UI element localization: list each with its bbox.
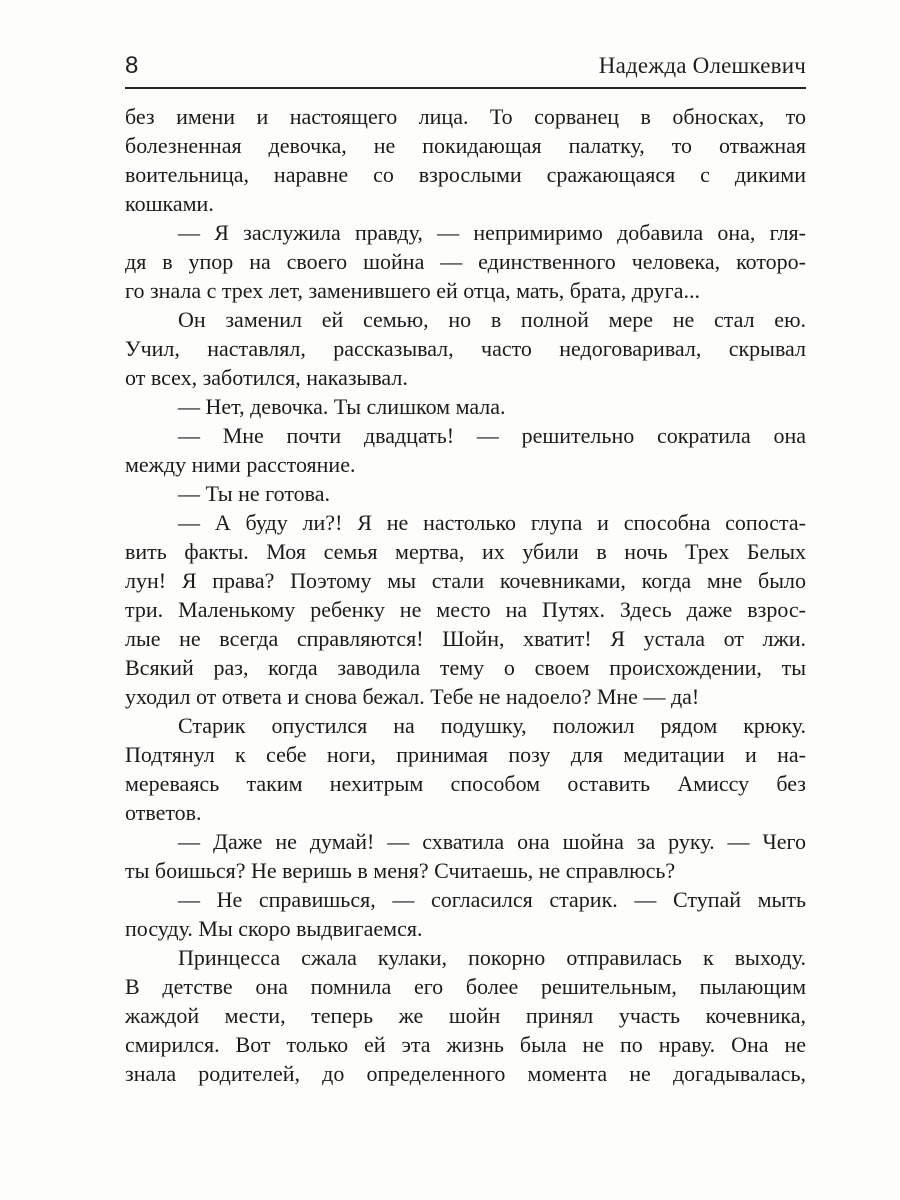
paragraph [125, 508, 806, 711]
text-line: — Я заслужила правду, — непримиримо добавила она, гля- [178, 220, 806, 245]
text-line: между ними расстояние. [125, 452, 356, 477]
paragraph [125, 885, 806, 943]
text-line: воительница, наравне со взрослыми сражающаяся с дикими [125, 162, 806, 187]
text-line: лые не всегда справляются! Шойн, хватит! Я устала от лжи. [125, 626, 806, 651]
paragraph [125, 479, 806, 508]
text-line: посуду. Мы скоро выдвигаемся. [125, 916, 423, 941]
paragraph [125, 305, 806, 392]
text-line: болезненная девочка, не покидающая палатку, то отважная [125, 133, 806, 158]
running-title: Надежда Олешкевич [598, 53, 806, 78]
text-line: кошками. [125, 191, 214, 216]
text-line: — Нет, девочка. Ты слишком мала. [178, 394, 506, 419]
page-number: 8 [125, 52, 139, 79]
text-line: без имени и настоящего лица. То сорванец в обносках, то [125, 104, 806, 129]
text-line: Старик опустился на подушку, положил рядом крюку. [178, 713, 806, 738]
text-line: Принцесса сжала кулаки, покорно отправилась к выходу. [178, 945, 806, 970]
paragraph [125, 421, 806, 479]
text-line: Всякий раз, когда заводила тему о своем происхождении, ты [125, 655, 806, 680]
text-line: от всех, заботился, наказывал. [125, 365, 408, 390]
text-line: вить факты. Моя семья мертва, их убили в ночь Трех Белых [125, 539, 806, 564]
paragraph [125, 392, 806, 421]
text-line: В детстве она помнила его более решительным, пылающим [125, 974, 806, 999]
text-line: ты боишься? Не веришь в меня? Считаешь, не справлюсь? [125, 858, 676, 883]
text-line: мереваясь таким нехитрым способом оставить Амиссу без [125, 771, 806, 796]
paragraph [125, 218, 806, 305]
text-line: — Ты не готова. [178, 481, 331, 506]
text-line: лун! Я права? Поэтому мы стали кочевниками, когда мне было [125, 568, 806, 593]
running-head [125, 54, 806, 89]
text-line: знала родителей, до определенного момента не догадывалась, [125, 1061, 806, 1086]
paragraph [125, 102, 806, 218]
paragraph [125, 827, 806, 885]
text-line: уходил от ответа и снова бежал. Тебе не надоело? Мне — да! [125, 684, 700, 709]
body-text [125, 102, 806, 1088]
paragraph [125, 711, 806, 827]
text-line: жаждой мести, теперь же шойн принял участь кочевника, [125, 1003, 806, 1028]
text-line: ответов. [125, 800, 202, 825]
text-line: — Даже не думай! — схватила она шойна за руку. — Чего [178, 829, 806, 854]
text-line: три. Маленькому ребенку не место на Путях. Здесь даже взрос- [125, 597, 806, 622]
text-line: Подтянул к себе ноги, принимая позу для медитации и на- [125, 742, 806, 767]
text-line: го знала с трех лет, заменившего ей отца, мать, брата, друга... [125, 278, 700, 303]
text-line: Он заменил ей семью, но в полной мере не стал ею. [178, 307, 806, 332]
text-line: — А буду ли?! Я не настолько глупа и способна сопоста- [178, 510, 806, 535]
text-line: — Мне почти двадцать! — решительно сократила она [178, 423, 806, 448]
text-line: дя в упор на своего шойна — единственного человека, которо- [125, 249, 806, 274]
text-line: — Не справишься, — согласился старик. — Ступай мыть [178, 887, 806, 912]
text-line: смирился. Вот только ей эта жизнь была не по нраву. Она не [125, 1032, 806, 1057]
text-line: Учил, наставлял, рассказывал, часто недоговаривал, скрывал [125, 336, 806, 361]
paragraph [125, 943, 806, 1088]
page-content [125, 54, 806, 1088]
